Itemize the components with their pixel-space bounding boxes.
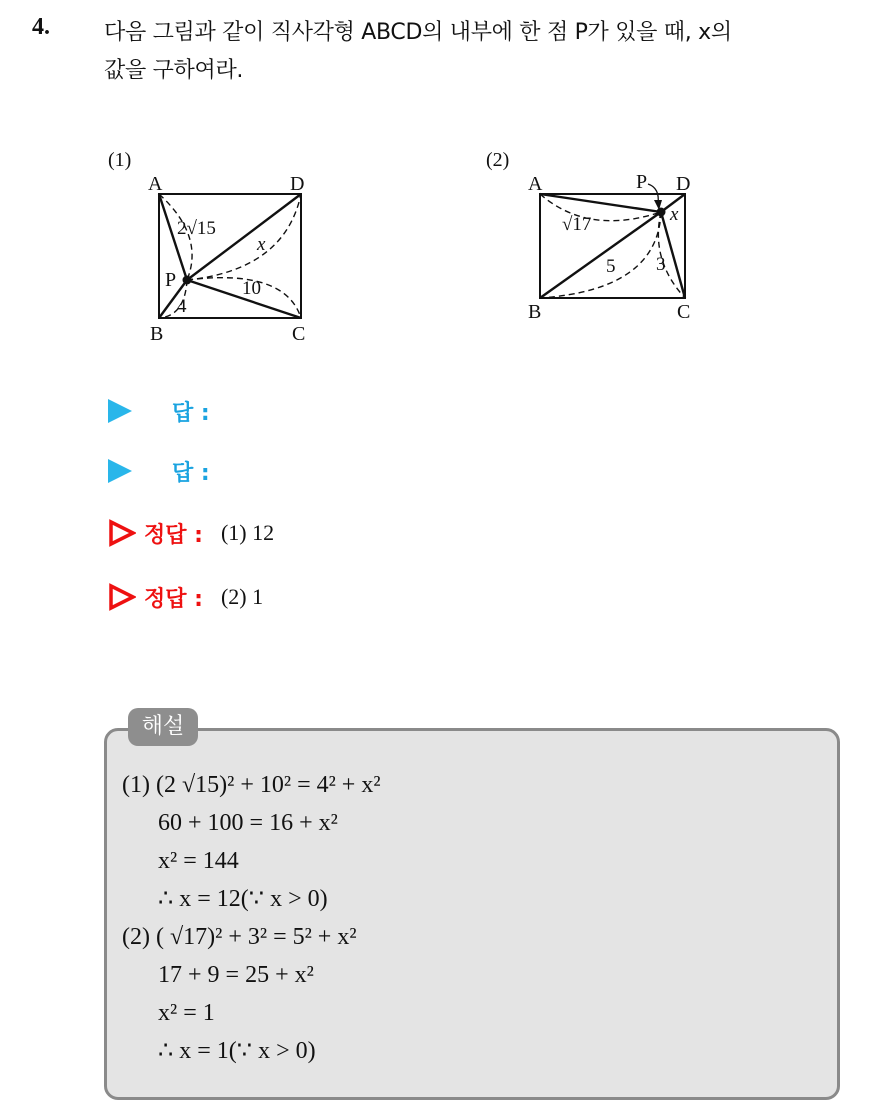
solution-body xyxy=(122,766,381,1070)
vertex-b-1: B xyxy=(150,323,164,345)
figure-2-label: (2) xyxy=(486,149,510,171)
len-pa-1: 2√15 xyxy=(177,218,216,239)
len-pb-2: 5 xyxy=(606,256,616,277)
point-p-label-2: P xyxy=(636,171,648,193)
question-number: 4. xyxy=(32,14,50,40)
len-pd-1: x xyxy=(257,234,266,255)
answer-row-1 xyxy=(108,394,210,428)
vertex-c-1: C xyxy=(292,323,306,345)
figure-1-label: (1) xyxy=(108,149,132,171)
solution-line: (1) (2 √15)² + 10² = 4² + x² xyxy=(122,772,381,798)
point-p-label-1: P xyxy=(165,269,177,291)
solution-line: x² = 144 xyxy=(158,848,239,874)
len-pa-2: √17 xyxy=(562,214,592,235)
figure-1 xyxy=(100,140,340,350)
correct-value: (1) 12 xyxy=(220,520,275,545)
vertex-d-2: D xyxy=(676,173,691,195)
answer-label: 답 : xyxy=(172,400,210,426)
vertex-d-1: D xyxy=(290,173,305,195)
solution-line: 17 + 9 = 25 + x² xyxy=(158,962,314,988)
outline-play-icon xyxy=(108,519,136,547)
solution-line: 60 + 100 = 16 + x² xyxy=(158,810,338,836)
correct-label: 정답 : xyxy=(144,586,203,612)
solution-line: x² = 1 xyxy=(158,1000,215,1026)
solution-line: ∴ x = 12(∵ x > 0) xyxy=(158,886,328,912)
solution-line: ∴ x = 1(∵ x > 0) xyxy=(158,1038,316,1064)
question-line-2: 값을 구하여라. xyxy=(104,58,244,83)
vertex-a-2: A xyxy=(528,173,543,195)
point-p-2 xyxy=(657,208,666,217)
len-pd-2: x xyxy=(670,204,679,225)
len-pc-1: 10 xyxy=(242,278,261,299)
outline-play-icon xyxy=(108,583,136,611)
play-icon xyxy=(108,459,132,483)
seg-pb-2 xyxy=(540,212,661,298)
solution-line: (2) ( √17)² + 3² = 5² + x² xyxy=(122,924,357,950)
dash-pa-2 xyxy=(540,194,661,221)
correct-row-2 xyxy=(108,580,263,614)
play-icon xyxy=(108,399,132,423)
vertex-c-2: C xyxy=(677,301,691,323)
question-text xyxy=(104,14,874,90)
question-line-1: 다음 그림과 같이 직사각형 ABCD의 내부에 한 점 P가 있을 때, x의 xyxy=(104,20,732,45)
len-pc-2: 3 xyxy=(656,254,666,275)
answer-label: 답 : xyxy=(172,460,210,486)
correct-label: 정답 : xyxy=(144,522,203,548)
correct-value: (2) 1 xyxy=(220,584,264,609)
len-pb-1: 4 xyxy=(177,296,187,317)
seg-pa-2 xyxy=(540,194,661,212)
vertex-b-2: B xyxy=(528,301,542,323)
solution-tab: 해설 xyxy=(128,708,198,746)
vertex-a-1: A xyxy=(148,173,163,195)
correct-row-1 xyxy=(108,516,274,550)
answer-row-2 xyxy=(108,454,210,488)
point-p-1 xyxy=(183,276,192,285)
figure-2 xyxy=(478,140,718,330)
